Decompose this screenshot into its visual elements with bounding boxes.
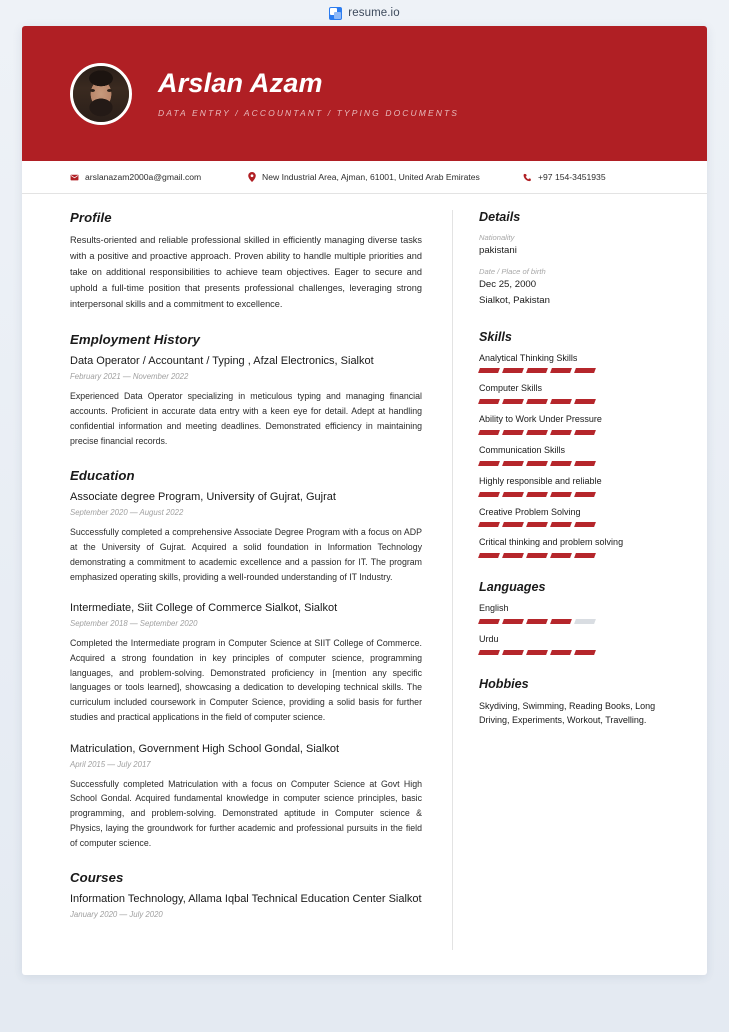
resume-io-logo-icon [329,7,342,20]
rating-segment [526,522,548,527]
entry-description: Experienced Data Operator specializing in meticulous typing and managing financial accounts. Proficient in accurate data entry with a keen eye for detail. Adept at handling confidential information and meeting deadlines. Demonstrated efficiency in maintaining precise financial records. [70,391,422,446]
rating-segment [574,430,596,435]
rating-segment [574,522,596,527]
section-heading-employment: Employment History [70,332,201,348]
rating-segment [550,553,572,558]
rating-bar [479,522,679,527]
section-heading-skills: Skills [479,329,512,344]
entry-title: Matriculation, Government High School Gondal, Sialkot [70,742,340,755]
entry-date: September 2020 — August 2022 [70,508,184,518]
section-heading-profile: Profile [70,210,112,225]
rating-item [479,352,679,374]
detail-value: Sialkot, Pakistan [479,294,550,306]
rating-bar [479,650,679,655]
rating-item [479,506,679,528]
resume-header [22,26,707,161]
section-heading-languages: Languages [479,580,546,595]
rating-segment [574,492,596,497]
main-column [22,210,452,950]
rating-segment [550,461,572,466]
rating-segment [478,492,500,497]
section-education [70,468,422,850]
education-entry [70,742,422,851]
rating-segment [574,553,596,558]
section-heading-courses: Courses [70,870,124,886]
rating-bar [479,492,679,497]
education-entry [70,490,422,584]
rating-item [479,382,679,404]
rating-bar [479,430,679,435]
rating-item-label: Ability to Work Under Pressure [479,414,602,425]
detail-label: Date / Place of birth [479,266,546,276]
entry-date: February 2021 — November 2022 [70,372,189,382]
rating-segment [550,619,572,624]
contact-email[interactable] [70,172,248,182]
section-skills [479,330,679,558]
rating-segment [574,619,596,624]
page-title: Arslan Azam [158,68,323,99]
rating-item-label: Urdu [479,633,499,644]
profile-text: Results-oriented and reliable professional skilled in efficiently managing diverse tasks with a positive and proactive approach. Proven ability to handle multiple priorities and take on additional responsibilities to achieve team objectives. Eager to secure and uphold a full-time position that presents professional challenges, leveraging strong interpersonal skills and a commitment to excellence. [70,235,422,310]
rating-segment [478,368,500,373]
phone-icon [523,173,532,182]
rating-item [479,536,679,558]
location-pin-icon [248,172,256,182]
section-employment [70,332,422,448]
rating-bar [479,368,679,373]
section-profile [70,210,422,312]
rating-segment [550,650,572,655]
rating-item [479,413,679,435]
rating-item-label: Communication Skills [479,445,566,456]
rating-segment [550,399,572,404]
rating-segment [526,430,548,435]
rating-segment [478,399,500,404]
rating-item [479,444,679,466]
rating-segment [550,368,572,373]
entry-date: January 2020 — July 2020 [70,910,163,920]
course-entry [70,892,422,919]
entry-description: Successfully completed Matriculation with a focus on Computer Science at Govt High School Gondal. Acquired fundamental knowledge in computer science principles, basic programming, and problem-solving. Demonstrated aptitude in Computer science & Physics, laying the groundwork for further academic and professional pursuits in the field of computer science. [70,778,422,848]
rating-segment [526,619,548,624]
brand-name: resume.io [348,7,400,19]
entry-title: Intermediate, Siit College of Commerce Sialkot, Sialkot [70,602,338,615]
rating-segment [478,461,500,466]
section-heading-hobbies: Hobbies [479,676,529,691]
rating-segment [502,492,524,497]
entry-title: Information Technology, Allama Iqbal Technical Education Center Sialkot [70,893,422,906]
section-heading-education: Education [70,468,135,484]
contact-address [248,172,523,182]
detail-value: pakistani [479,245,517,256]
rating-item-label: English [479,603,509,614]
rating-segment [574,461,596,466]
rating-segment [526,461,548,466]
rating-segment [502,368,524,373]
rating-segment [478,619,500,624]
contact-email-value: arslanazam2000a@gmail.com [85,172,202,182]
rating-segment [502,553,524,558]
envelope-icon [70,173,79,182]
rating-item-label: Creative Problem Solving [479,506,581,517]
section-details [479,210,679,308]
rating-segment [478,522,500,527]
rating-segment [574,368,596,373]
rating-item [479,475,679,497]
section-courses [70,870,422,919]
rating-segment [478,553,500,558]
contact-address-value: New Industrial Area, Ajman, 61001, United Arab Emirates [262,172,480,182]
section-heading-details: Details [479,210,521,224]
contact-bar [22,161,707,194]
rating-item-label: Computer Skills [479,383,543,394]
header-role: DATA ENTRY / ACCOUNTANT / TYPING DOCUMENTS [158,107,460,118]
rating-segment [574,399,596,404]
rating-item [479,633,679,655]
rating-segment [502,461,524,466]
resume-io-brand-bar [0,0,729,26]
detail-field [479,233,679,258]
rating-bar [479,461,679,466]
entry-description: Successfully completed a comprehensive Associate Degree Program with a focus on ADP at the University of Gujrat. Acquired a solid foundation in Information Technology demonstrating a commitment to academic excellence and a passion for IT. The program emphasized operating skills, providing a well-rounded understanding of IT Industry. [70,527,422,582]
rating-item-label: Critical thinking and problem solving [479,537,624,548]
entry-date: September 2018 — September 2020 [70,619,198,629]
rating-bar [479,619,679,624]
rating-segment [550,492,572,497]
sidebar-column [452,210,707,950]
hobbies-text: Skydiving, Swimming, Reading Books, Long Driving, Experiments, Workout, Travelling. [479,700,656,726]
skills-list [479,352,679,558]
resume-page [22,26,707,975]
detail-field [479,267,679,308]
entry-date: April 2015 — July 2017 [70,759,151,769]
employment-entry [70,354,422,448]
rating-segment [550,522,572,527]
rating-segment [502,619,524,624]
entry-title: Associate degree Program, University of Gujrat, Gujrat [70,491,336,504]
entry-title: Data Operator / Accountant / Typing , Afzal Electronics, Sialkot [70,355,374,368]
rating-segment [502,522,524,527]
entry-description: Completed the Intermediate program in Computer Science at SIIT College of Commerce. Acquired a strong foundation in key principles of computer science, programming languages, and problem-solving. Demonstrated proficiency in [mention any specific languages or tools learned], showcasing a dedication to developing technical skills. The curriculum included coursework in Computer Science, providing a solid basis for further studies and practical applications in the field of computer science. [70,638,422,722]
avatar [70,63,132,125]
rating-bar [479,553,679,558]
rating-segment [526,399,548,404]
rating-item-label: Analytical Thinking Skills [479,352,578,363]
section-languages [479,580,679,655]
rating-segment [526,650,548,655]
rating-segment [526,492,548,497]
rating-item-label: Highly responsible and reliable [479,475,602,486]
education-entry [70,601,422,724]
rating-segment [478,430,500,435]
rating-segment [526,553,548,558]
rating-segment [550,430,572,435]
rating-segment [574,650,596,655]
rating-segment [502,399,524,404]
contact-phone-value: +97 154-3451935 [538,172,606,182]
rating-segment [502,650,524,655]
detail-label: Nationality [479,233,515,242]
detail-value: Dec 25, 2000 [479,278,537,290]
rating-segment [526,368,548,373]
rating-segment [502,430,524,435]
rating-bar [479,399,679,404]
section-hobbies [479,677,679,728]
rating-item [479,602,679,624]
languages-list [479,602,679,655]
rating-segment [478,650,500,655]
contact-phone[interactable] [523,172,606,182]
